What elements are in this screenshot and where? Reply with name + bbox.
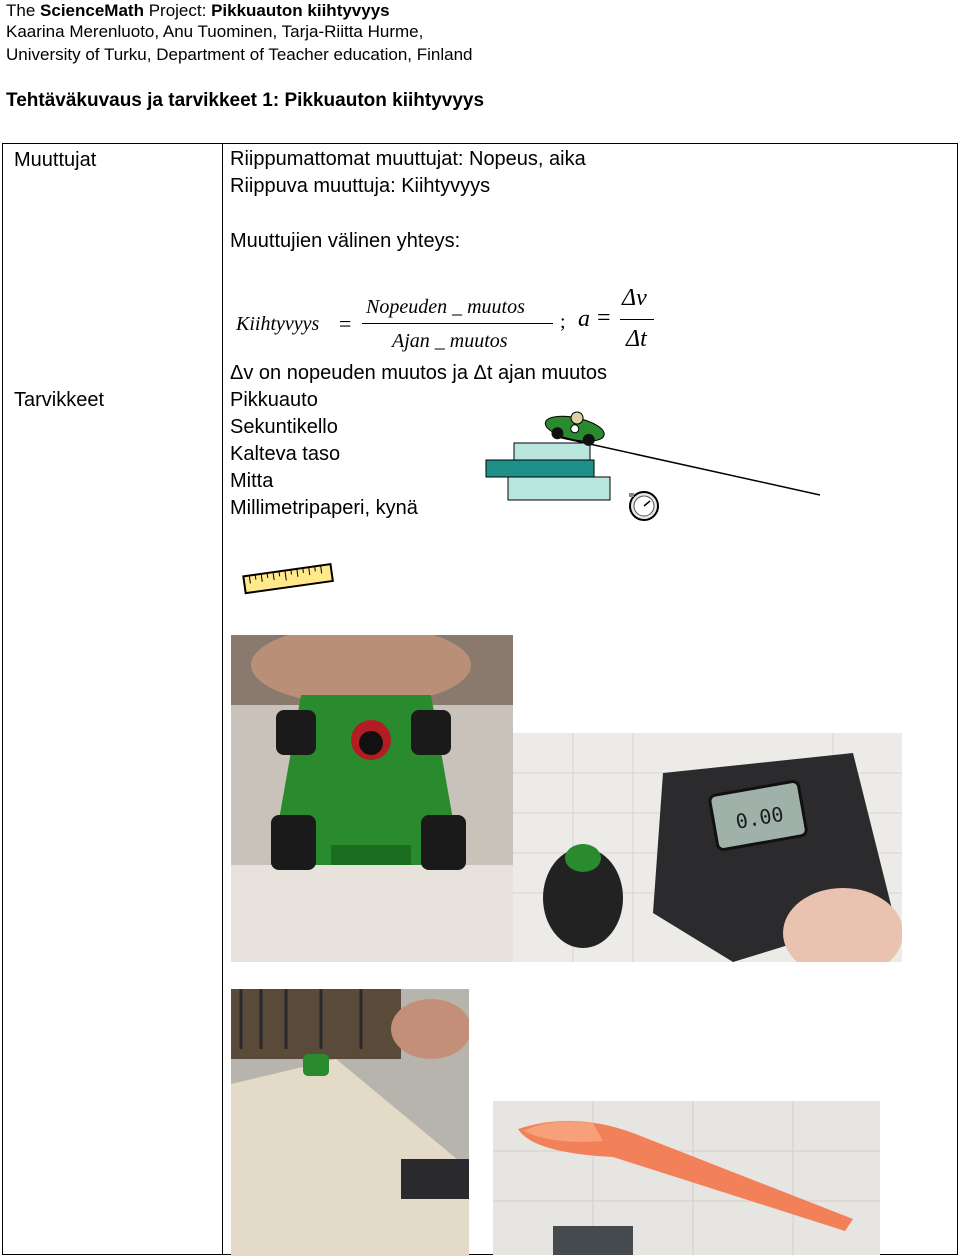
photo-toy-car: [231, 635, 513, 962]
photo-stopwatch: [513, 733, 902, 962]
project-name: ScienceMath: [40, 1, 144, 20]
photo-ramp: [231, 989, 469, 1256]
header-affiliation: University of Turku, Department of Teacher education, Finland: [6, 45, 473, 64]
relation-label: Muuttujien välinen yhteys:: [230, 230, 461, 252]
column-divider: [222, 144, 223, 1254]
dependent-variable: Riippuva muuttuja: Kiihtyvyys: [230, 175, 491, 197]
formula-delta-t: Δt: [626, 326, 647, 352]
formula-delta-v: Δv: [622, 285, 647, 311]
formula-lhs: Kiihtyvyys: [236, 313, 320, 335]
fraction-bar-2: [620, 319, 654, 320]
project-topic: Pikkuauton kiihtyvyys: [211, 1, 390, 20]
page-title: Tehtäväkuvaus ja tarvikkeet 1: Pikkuauton kiihtyvyys: [6, 90, 485, 111]
list-item: Millimetripaperi, kynä: [230, 497, 418, 519]
ramp-block-top: [514, 443, 590, 460]
formula-numerator: Nopeuden _ muutos: [366, 296, 525, 318]
ruler-icon: [240, 558, 338, 598]
formula-equals: =: [339, 311, 352, 336]
list-item: Mitta: [230, 470, 274, 492]
stopwatch-display: 0.00: [733, 801, 786, 834]
photo-pen: [493, 1101, 880, 1255]
fraction-bar: [362, 323, 553, 324]
stopwatch-icon: [629, 492, 658, 520]
formula-equals-2: =: [597, 305, 611, 331]
list-item: Kalteva taso: [230, 443, 341, 465]
row-label-muuttujat: Muuttujat: [14, 149, 97, 171]
ramp-block-bottom: [508, 477, 610, 500]
formula-a: a: [578, 306, 590, 332]
formula-explanation: Δv on nopeuden muutos ja Δt ajan muutos: [230, 362, 607, 384]
ramp-illustration: [480, 395, 825, 525]
list-item: Pikkuauto: [230, 389, 318, 411]
header-authors: Kaarina Merenluoto, Anu Tuominen, Tarja-Riitta Hurme,: [6, 22, 424, 41]
row-label-tarvikkeet: Tarvikkeet: [14, 389, 105, 411]
car-icon: [543, 406, 608, 449]
formula-denominator: Ajan _ muutos: [392, 330, 508, 352]
list-item: Sekuntikello: [230, 416, 338, 438]
ramp-block-middle: [486, 460, 594, 477]
formula-separator: ;: [560, 311, 566, 333]
independent-variables: Riippumattomat muuttujat: Nopeus, aika: [230, 148, 586, 170]
header-line-project: The ScienceMath Project: Pikkuauton kiihtyvyys: [6, 1, 390, 20]
